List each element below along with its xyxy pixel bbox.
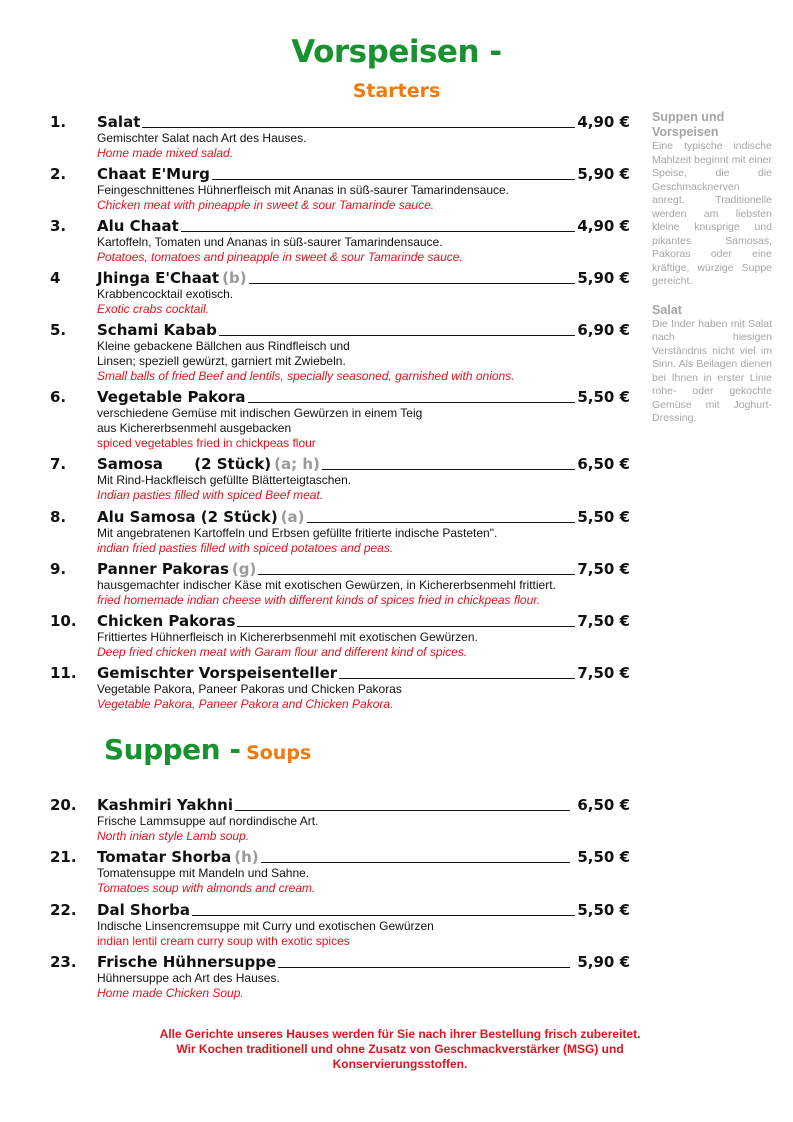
menu-item (50, 557, 630, 608)
item-description-en: Deep fried chicken meat with Garam flour and different kind of spices. (97, 645, 468, 659)
menu-item-header (50, 452, 630, 473)
dotted-leader (212, 179, 575, 180)
menu-item (50, 452, 630, 503)
item-description-en: Exotic crabs cocktail. (97, 302, 210, 316)
item-number: 5. (50, 321, 67, 339)
item-description-en: fried homemade indian cheese with different kinds of spices fried in chickpeas flour. (97, 593, 541, 607)
item-name: Tomatar Shorba (97, 848, 232, 866)
sidebar-heading: Salat (652, 302, 682, 317)
item-number: 6. (50, 388, 67, 406)
item-price: 5,50 € (577, 388, 630, 406)
menu-item (50, 214, 630, 265)
item-price: 5,90 € (577, 269, 630, 287)
menu-item (50, 162, 630, 213)
menu-item (50, 898, 630, 949)
menu-item-header (50, 162, 630, 183)
item-number: 20. (50, 796, 77, 814)
soups-title-block (104, 733, 311, 766)
item-price: 5,50 € (577, 901, 630, 919)
item-description-de: aus Kichererbsenmehl ausgebacken (97, 421, 292, 435)
dotted-leader (258, 574, 575, 575)
item-description-en: North inian style Lamb soup. (97, 829, 250, 843)
item-description-en: spiced vegetables fried in chickpeas flour (97, 436, 316, 450)
sidebar-info (652, 110, 772, 426)
item-price: 6,90 € (577, 321, 630, 339)
item-name: Chaat E'Murg (97, 165, 210, 183)
item-price: 6,50 € (572, 796, 630, 814)
sidebar-body: Eine typische indische Mahlzeit beginnt mit einer Speise, die die Geschmacknerven anregt. Traditionelle werden am liebsten kleine knusprige und pikantes Samosas, Pakoras oder eine kräftige, würzige Suppe gereicht. (652, 140, 772, 287)
item-name: Schami Kabab (97, 321, 217, 339)
menu-item (50, 318, 630, 384)
item-description-en: indian fried pasties filled with spiced potatoes and peas. (97, 541, 394, 555)
dotted-leader (278, 967, 570, 968)
item-description-de: Frittiertes Hühnerfleisch in Kichererbsenmehl mit exotischen Gewürzen. (97, 630, 478, 644)
item-name: Frische Hühnersuppe (97, 953, 277, 971)
item-description-de: Tomatensuppe mit Mandeln und Sahne. (97, 866, 310, 880)
dotted-leader (181, 231, 576, 232)
item-price: 7,50 € (577, 664, 630, 682)
item-number: 21. (50, 848, 77, 866)
item-description-de: Frische Lammsuppe auf nordindische Art. (97, 814, 319, 828)
dotted-leader (307, 522, 576, 523)
item-name: Salat (97, 113, 141, 131)
item-name: Vegetable Pakora (97, 388, 246, 406)
item-description-de: Feingeschnittenes Hühnerfleisch mit Ananas in süß-saurer Tamarindensauce. (97, 183, 509, 197)
item-number: 11. (50, 664, 77, 682)
dotted-leader (235, 810, 570, 811)
item-allergen-codes: (a; h) (274, 455, 320, 473)
menu-item-header (50, 505, 630, 526)
item-description-en: Chicken meat with pineapple in sweet & sour Tamarinde sauce. (97, 198, 435, 212)
sidebar-heading: Suppen und Vorspeisen (652, 110, 725, 139)
menu-item-header (50, 793, 630, 814)
sidebar-section-salad (652, 303, 772, 426)
item-name: Dal Shorba (97, 901, 190, 919)
item-description-en: indian lentil cream curry soup with exotic spices (97, 934, 350, 948)
dotted-leader (219, 335, 575, 336)
item-description-en: Home made mixed salad. (97, 146, 234, 160)
menu-item-header (50, 950, 630, 971)
item-description-de: Indische Linsencremsuppe mit Curry und exotischen Gewürzen (97, 919, 434, 933)
item-price: 5,50 € (572, 848, 630, 866)
item-allergen-codes: (h) (234, 848, 259, 866)
item-price: 5,90 € (572, 953, 630, 971)
footer-line: Konservierungsstoffen. (332, 1057, 468, 1071)
menu-item (50, 845, 630, 896)
item-description-de: Gemischter Salat nach Art des Hauses. (97, 131, 307, 145)
item-number: 9. (50, 560, 67, 578)
item-allergen-codes: (g) (231, 560, 257, 578)
menu-item-header (50, 214, 630, 235)
dotted-leader (261, 862, 570, 863)
item-description-de: Hühnersuppe ach Art des Hauses. (97, 971, 280, 985)
menu-item (50, 609, 630, 660)
item-name: Alu Chaat (97, 217, 179, 235)
item-allergen-codes: (a) (280, 508, 305, 526)
item-description-en: Tomatoes soup with almonds and cream. (97, 881, 316, 895)
menu-item-header (50, 266, 630, 287)
item-number: 4 (50, 269, 61, 287)
menu-item-header (50, 845, 630, 866)
item-number: 7. (50, 455, 67, 473)
menu-item-header (50, 385, 630, 406)
item-price: 4,90 € (577, 113, 630, 131)
item-description-de: Vegetable Pakora, Paneer Pakoras und Chicken Pakoras (97, 682, 402, 696)
menu-item (50, 793, 630, 844)
item-description-en: Indian pasties filled with spiced Beef meat. (97, 488, 324, 502)
item-price: 5,50 € (577, 508, 630, 526)
menu-item (50, 110, 630, 161)
item-description-de: Linsen; speziell gewürzt, garniert mit Zwiebeln. (97, 354, 346, 368)
menu-item-header (50, 661, 630, 682)
item-description-en: Home made Chicken Soup. (97, 986, 244, 1000)
menu-item-header (50, 318, 630, 339)
item-description-de: hausgemachter indischer Käse mit exotischen Gewürzen, in Kichererbsenmehl frittiert. (97, 578, 556, 592)
item-number: 3. (50, 217, 67, 235)
item-name: Jhinga E'Chaat (97, 269, 220, 287)
item-price: 6,50 € (577, 455, 630, 473)
footer-line: Alle Gerichte unseres Hauses werden für Sie nach ihrer Bestellung frisch zubereitet. (159, 1027, 641, 1041)
dotted-leader (339, 678, 575, 679)
dotted-leader (249, 283, 576, 284)
soups-subtitle: Soups (246, 742, 312, 764)
menu-item (50, 266, 630, 317)
starters-title: Vorspeisen - (291, 34, 502, 70)
item-number: 22. (50, 901, 77, 919)
soups-title: Suppen - (104, 733, 241, 766)
starters-subtitle: Starters (352, 80, 441, 102)
item-description-de: Mit angebratenen Kartoffeln und Erbsen gefüllte fritierte indische Pasteten". (97, 526, 498, 540)
menu-item-header (50, 557, 630, 578)
item-description-de: verschiedene Gemüse mit indischen Gewürzen in einem Teig (97, 406, 423, 420)
item-price: 4,90 € (577, 217, 630, 235)
item-name: Kashmiri Yakhni (97, 796, 233, 814)
item-description-de: Mit Rind-Hackfleisch gefüllte Blätterteigtaschen. (97, 473, 352, 487)
dotted-leader (237, 626, 575, 627)
menu-item-header (50, 898, 630, 919)
item-name: Panner Pakoras (97, 560, 229, 578)
menu-item-header (50, 110, 630, 131)
item-number: 8. (50, 508, 67, 526)
item-allergen-codes: (b) (222, 269, 247, 287)
menu-item (50, 385, 630, 451)
item-number: 2. (50, 165, 67, 183)
menu-item (50, 950, 630, 1001)
item-name: Samosa (2 Stück) (97, 455, 272, 473)
item-price: 7,50 € (577, 612, 630, 630)
item-name: Chicken Pakoras (97, 612, 236, 630)
sidebar-section-starters (652, 110, 772, 289)
item-description-de: Krabbencocktail exotisch. (97, 287, 234, 301)
footer-line: Wir Kochen traditionell und ohne Zusatz von Geschmackverstärker (MSG) und (176, 1042, 624, 1056)
dotted-leader (322, 469, 575, 470)
sidebar-body: Die Inder haben mit Salat nach hiesigen Verständnis nicht viel im Sinn. Als Beilagen dienen bei Ihnen in erster Linie rohe- oder gekochte Gemüse mit Joghurt-Dressing. (652, 317, 772, 424)
item-price: 5,90 € (577, 165, 630, 183)
item-number: 23. (50, 953, 77, 971)
item-description-de: Kleine gebackene Bällchen aus Rindfleisch und (97, 339, 350, 353)
item-name: Gemischter Vorspeisenteller (97, 664, 338, 682)
item-name: Alu Samosa (2 Stück) (97, 508, 278, 526)
item-description-de: Kartoffeln, Tomaten und Ananas in süß-saurer Tamarindensauce. (97, 235, 443, 249)
dotted-leader (142, 127, 575, 128)
dotted-leader (192, 915, 575, 916)
footer-note (60, 1027, 740, 1072)
menu-item (50, 505, 630, 556)
item-number: 10. (50, 612, 77, 630)
menu-item (50, 661, 630, 712)
item-description-en: Potatoes, tomatoes and pineapple in sweet & sour Tamarinde sauce. (97, 250, 463, 264)
item-description-en: Vegetable Pakora, Paneer Pakora and Chicken Pakora. (97, 697, 394, 711)
dotted-leader (248, 402, 576, 403)
menu-item-header (50, 609, 630, 630)
item-description-en: Small balls of fried Beef and lentils, specially seasoned, garnished with onions. (97, 369, 515, 383)
item-number: 1. (50, 113, 67, 131)
item-price: 7,50 € (577, 560, 630, 578)
